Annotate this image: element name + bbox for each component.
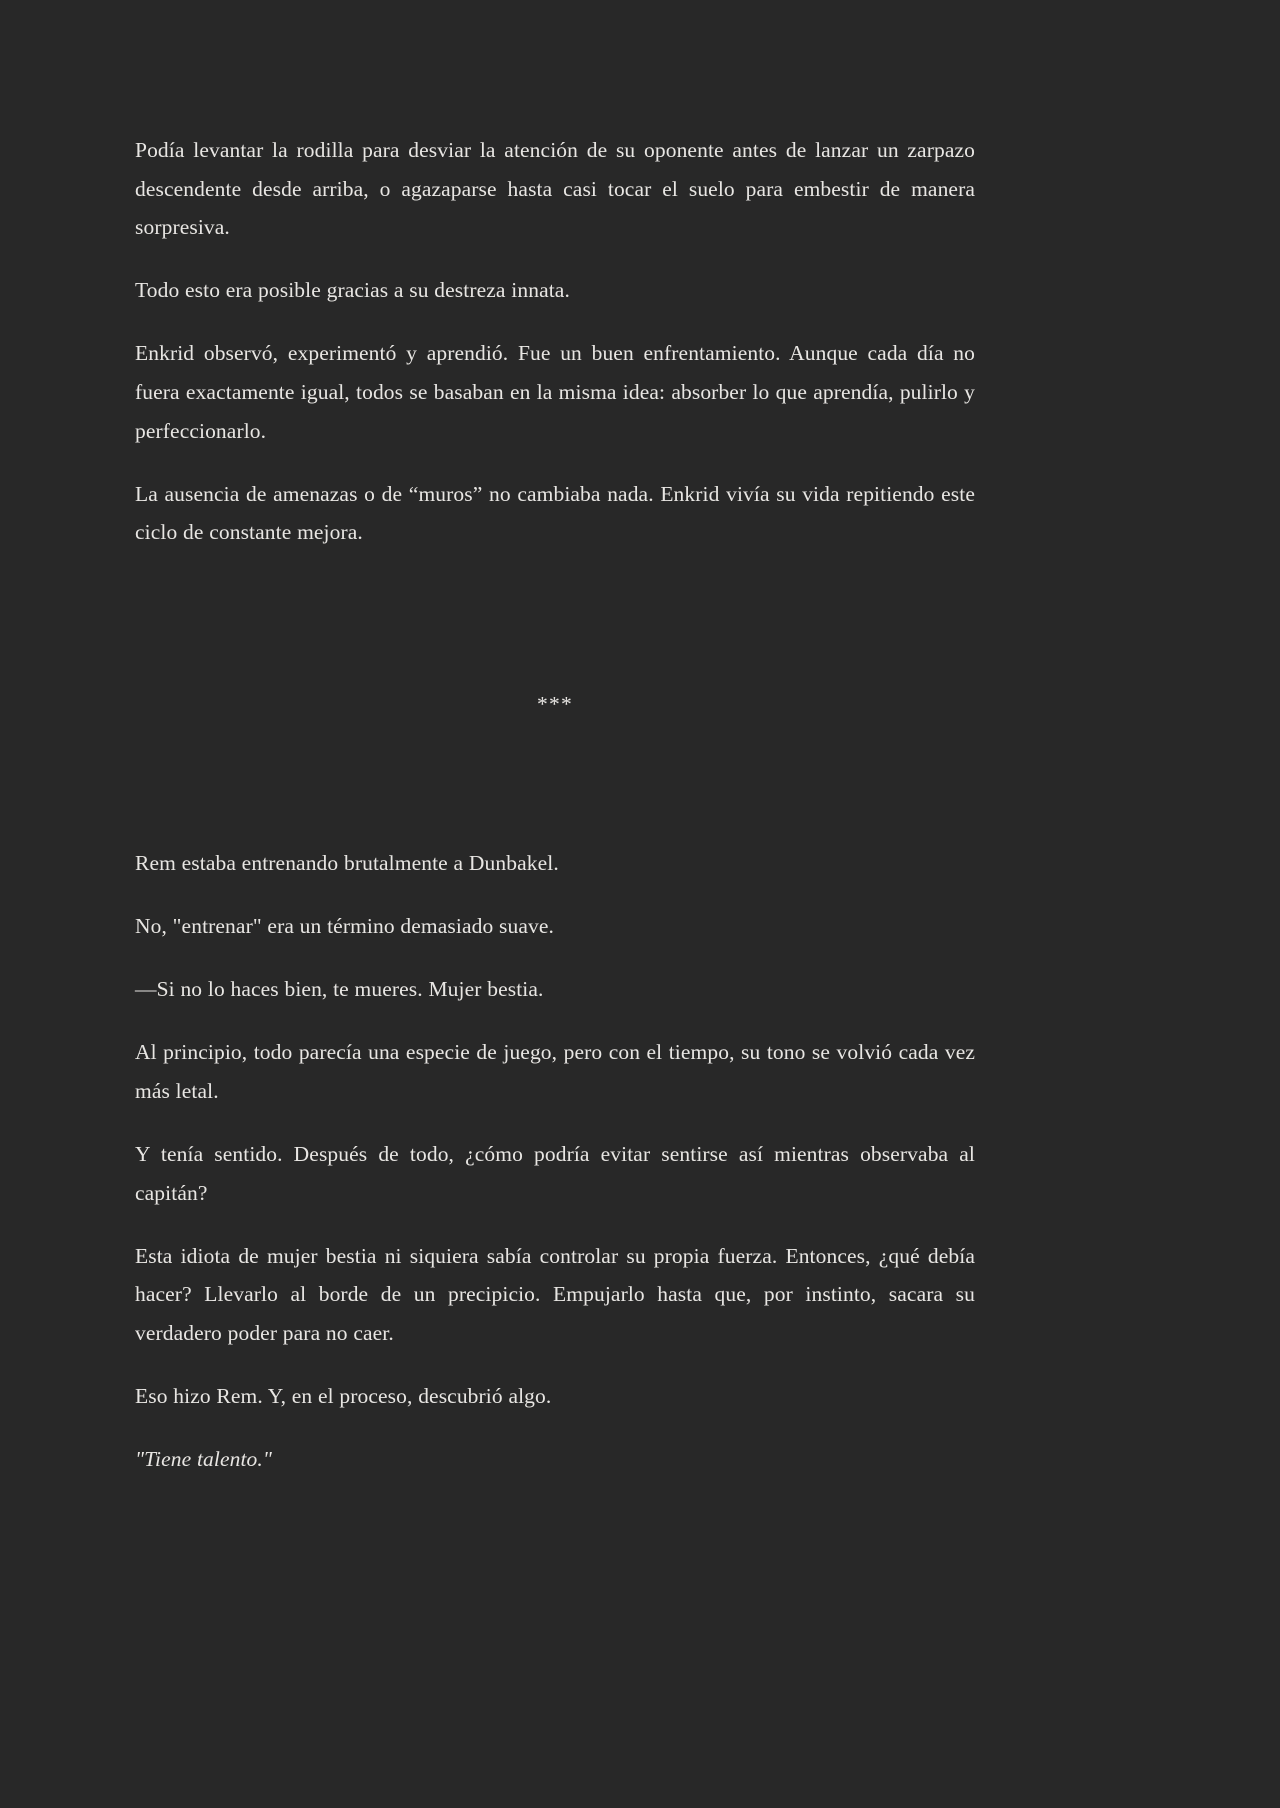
- paragraph: Eso hizo Rem. Y, en el proceso, descubrió algo.: [135, 1383, 552, 1408]
- paragraph: Y tenía sentido. Después de todo, ¿cómo podría evitar sentirse así mientras observaba al capitán?: [135, 1141, 975, 1205]
- paragraph: Rem estaba entrenando brutalmente a Dunbakel.: [135, 850, 559, 875]
- dialogue-paragraph: —Si no lo haces bien, te mueres. Mujer bestia.: [135, 977, 544, 1002]
- scene-divider: ***: [536, 692, 574, 717]
- top-spacer: [135, 0, 975, 131]
- scene-break-spacer-top: [135, 576, 975, 685]
- paragraph: Todo esto era posible gracias a su destreza innata.: [135, 278, 570, 303]
- inner-thought-paragraph: "Tiene talento.": [135, 1446, 273, 1471]
- paragraph: Al principio, todo parecía una especie de juego, pero con el tiempo, su tono se volvió cada vez más letal.: [135, 1040, 975, 1103]
- chapter-section-one: [135, 131, 975, 552]
- paragraph: No, "entrenar" era un término demasiado suave.: [135, 914, 554, 939]
- chapter-content: [135, 0, 975, 1503]
- chapter-section-two: [135, 844, 975, 1479]
- paragraph: Esta idiota de mujer bestia ni siquiera sabía controlar su propia fuerza. Entonces, ¿qué debía hacer? Llevarlo al borde de un precipicio. Empujarlo hasta que, por instinto, sacara su verdadero poder para no caer.: [135, 1243, 975, 1345]
- paragraph: Podía levantar la rodilla para desviar la atención de su oponente antes de lanzar un zarpazo descendente desde arriba, o agazaparse hasta casi tocar el suelo para embestir de manera sorpresiva.: [135, 138, 975, 240]
- scene-break-spacer-bottom: [135, 724, 975, 844]
- paragraph: La ausencia de amenazas o de “muros” no cambiaba nada. Enkrid vivía su vida repitiendo este ciclo de constante mejora.: [135, 481, 975, 545]
- paragraph: Enkrid observó, experimentó y aprendió. Fue un buen enfrentamiento. Aunque cada día no fuera exactamente igual, todos se basaban en la misma idea: absorber lo que aprendía, pulirlo y perfeccionarlo.: [135, 341, 975, 443]
